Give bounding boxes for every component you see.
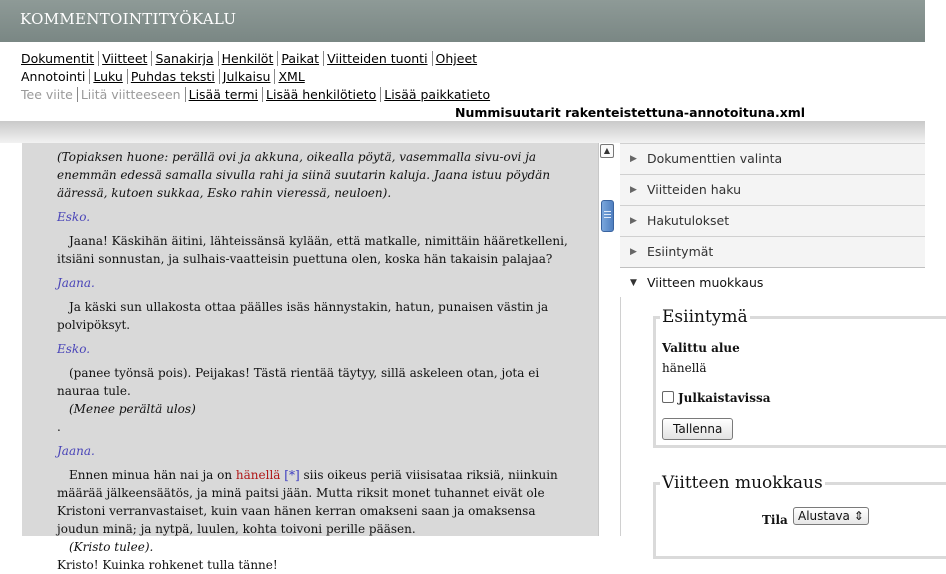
view-nav xyxy=(20,69,311,84)
main-nav xyxy=(20,51,483,66)
state-select[interactable]: Alustava ⇕ xyxy=(793,507,869,525)
chevron-right-icon: ▶ xyxy=(630,185,637,195)
document-filename: Nummisuutarit rakenteistettuna-annotoituna.xml xyxy=(455,105,806,120)
accordion-hakutulokset[interactable]: ▶ Hakutulokset xyxy=(620,205,925,236)
nav-viitteet[interactable]: Viitteet xyxy=(101,51,152,66)
view-julkaisu[interactable]: Julkaisu xyxy=(222,69,276,84)
nav-dokumentit[interactable]: Dokumentit xyxy=(20,51,99,66)
action-tee-viite: Tee viite xyxy=(20,87,78,102)
side-panel xyxy=(620,143,925,536)
chevron-right-icon: ▶ xyxy=(630,216,637,226)
view-puhdas-teksti[interactable]: Puhdas teksti xyxy=(130,69,220,84)
selected-area-value: hänellä xyxy=(662,361,707,375)
dialogue-line[interactable] xyxy=(57,466,577,538)
accordion-esiintymat[interactable]: ▶ Esiintymät xyxy=(620,236,925,267)
state-label: Tila xyxy=(762,513,788,527)
action-nav xyxy=(20,87,496,102)
annotated-word[interactable]: hänellä xyxy=(235,468,281,482)
view-annotointi: Annotointi xyxy=(20,69,90,84)
viitteen-muokkaus-body xyxy=(620,297,926,536)
edit-legend: Viitteen muokkaus xyxy=(662,473,823,493)
text-scrollbar[interactable] xyxy=(598,143,615,536)
dialogue-line[interactable]: Jaana! Käskihän äitini, lähteissänsä kylään, että matkalle, nimittäin hääretkelleni, itsiäni sonnustan, ja sulhais-vaatteisin puettuna olen, koska hän takaisin palajaa? xyxy=(57,234,568,266)
scroll-thumb[interactable] xyxy=(601,200,614,232)
nav-sanakirja[interactable]: Sanakirja xyxy=(154,51,218,66)
app-title: KOMMENTOINTITYÖKALU xyxy=(20,10,237,28)
edit-fieldset xyxy=(653,473,946,559)
dialogue-text[interactable]: siis oikeus periä viisisataa riksiä, niinkuin määrää jälkeensäätös, ja minä paitsi jään. Mutta riksit monet tuhannet eivät ole Kristoni verranvastaiset, kuin vaan hänen kerran omakseni saan ja omaksensa joudun minä; ja nytpä, luulen, kohta toivoni perille pääsen. xyxy=(57,468,558,536)
stage-direction[interactable]: (Menee perältä ulos) xyxy=(69,402,196,416)
save-button[interactable]: Tallenna xyxy=(662,418,733,440)
stage-direction[interactable]: (Topiaksen huone: perällä ovi ja akkuna, oikealla pöytä, vasemmalla sivu-ovi ja enemmän edessä samalla sivulla rahi ja siinä suutarin kaluja. Jaana istuu pöydän ääressä, kutoen sukkaa, Esko rahin vieressä, neuloen). xyxy=(57,150,551,200)
nav-viitteiden-tuonti[interactable]: Viitteiden tuonti xyxy=(326,51,432,66)
chevron-down-icon: ▼ xyxy=(630,278,637,288)
document-text-pane[interactable] xyxy=(22,143,598,572)
occurrence-fieldset xyxy=(653,307,946,448)
nav-ohjeet[interactable]: Ohjeet xyxy=(435,51,478,66)
publish-option[interactable] xyxy=(662,391,771,405)
annotation-marker[interactable]: [*] xyxy=(284,468,300,482)
stage-direction[interactable]: (Kristo tulee). xyxy=(69,540,154,554)
select-arrows-icon: ⇕ xyxy=(853,509,864,523)
speaker-name[interactable]: Esko. xyxy=(57,210,91,224)
chevron-right-icon: ▶ xyxy=(630,154,637,164)
dialogue-line[interactable]: Kristo! Kuinka rohkenet tulla tänne! xyxy=(57,558,278,572)
accordion-dokumenttien-valinta[interactable]: ▶ Dokumenttien valinta xyxy=(620,143,925,174)
app-header xyxy=(0,0,925,42)
view-xml[interactable]: XML xyxy=(278,69,305,84)
accordion-viitteen-muokkaus[interactable]: ▼ Viitteen muokkaus xyxy=(620,267,925,298)
action-lisaa-paikkatieto[interactable]: Lisää paikkatieto xyxy=(384,87,491,102)
accordion-viitteiden-haku[interactable]: ▶ Viitteiden haku xyxy=(620,174,925,205)
speaker-name[interactable]: Esko. xyxy=(57,342,91,356)
action-lisaa-henkilotieto[interactable]: Lisää henkilötieto xyxy=(265,87,381,102)
speaker-name[interactable]: Jaana. xyxy=(57,444,95,458)
dialogue-line[interactable]: (panee työnsä pois). Peijakas! Tästä rientää täytyy, sillä askeleen otan, jota ei nauraa tule. xyxy=(57,366,540,398)
nav-paikat[interactable]: Paikat xyxy=(280,51,324,66)
scroll-up-icon[interactable]: ▲ xyxy=(600,144,614,158)
publish-checkbox[interactable] xyxy=(662,391,674,403)
view-luku[interactable]: Luku xyxy=(92,69,127,84)
dialogue-text[interactable]: Ennen minua hän nai ja on xyxy=(69,468,236,482)
selected-area-label: Valittu alue xyxy=(662,341,740,355)
occurrence-legend: Esiintymä xyxy=(662,307,748,327)
action-liita-viitteeseen: Liitä viitteeseen xyxy=(80,87,186,102)
action-lisaa-termi[interactable]: Lisää termi xyxy=(188,87,263,102)
text-dot: . xyxy=(57,420,61,434)
speaker-name[interactable]: Jaana. xyxy=(57,276,95,290)
publish-label: Julkaistavissa xyxy=(678,391,771,405)
chevron-right-icon: ▶ xyxy=(630,247,637,257)
dialogue-line[interactable]: Ja käski sun ullakosta ottaa päälles isäs hännystakin, hatun, punaisen västin ja polvipöksyt. xyxy=(57,300,549,332)
separator-band xyxy=(0,121,925,143)
nav-henkilot[interactable]: Henkilöt xyxy=(221,51,279,66)
